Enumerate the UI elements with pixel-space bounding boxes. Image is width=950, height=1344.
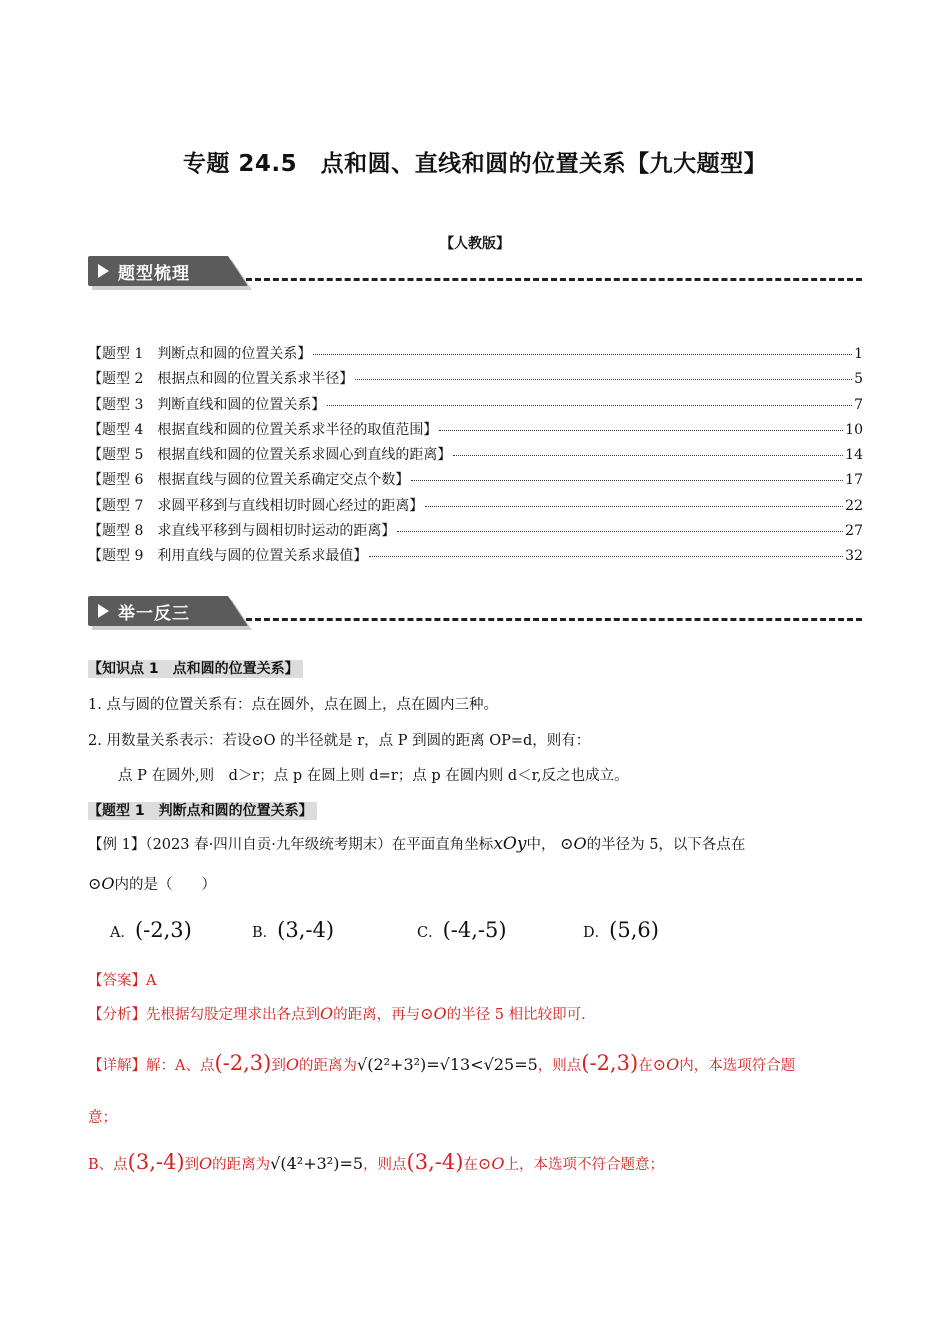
option-c[interactable]: C．(-4,-5) (417, 918, 507, 942)
knowledge-line-1: 1. 点与圆的位置关系有：点在圆外，点在圆上，点在圆内三种。 (88, 697, 498, 713)
knowledge-heading: 【知识点 1 点和圆的位置关系】 (88, 660, 303, 678)
play-arrow-icon (98, 264, 109, 278)
toc-item-2[interactable]: 【题型 2 根据点和圆的位置关系求半径】 5 (88, 371, 863, 388)
answer-text: 【答案】A (88, 973, 157, 989)
banner-label: 题型梳理 (118, 264, 190, 284)
option-d[interactable]: D．(5,6) (583, 918, 659, 942)
banner-examples (88, 596, 863, 630)
page-title: 专题 24.5 点和圆、直线和圆的位置关系【九大题型】 (182, 151, 768, 177)
edition-label: 【人教版】 (440, 236, 510, 252)
dashed-divider (246, 618, 862, 621)
example-1-line-1: 【例 1】（2023 春·四川自贡·九年级统考期末）在平面直角坐标xOy中， ⊙O的半径为 5，以下各点在 (88, 834, 746, 854)
banner-toc (88, 256, 863, 290)
toc-item-1[interactable]: 【题型 1 判断点和圆的位置关系】 1 (88, 346, 863, 362)
option-b[interactable]: B．(3,-4) (252, 918, 335, 942)
toc-item-4[interactable]: 【题型 4 根据直线和圆的位置关系求半径的取值范围】 10 (88, 421, 863, 438)
toc-item-9[interactable]: 【题型 9 利用直线与圆的位置关系求最值】 32 (88, 548, 863, 565)
detail-a-line: 【详解】解：A、点(-2,3)到O的距离为√(2²+3²)=√13<√25=5，则点(-2,3)在⊙O内，本选项符合题 (88, 1051, 796, 1075)
detail-a-wrap: 意； (88, 1110, 117, 1126)
analysis-text: 【分析】先根据勾股定理求出各点到O的距离，再与⊙O的半径 5 相比较即可. (88, 1004, 586, 1023)
option-a[interactable]: A．(-2,3) (110, 918, 192, 942)
table-of-contents (88, 343, 863, 571)
toc-item-3[interactable]: 【题型 3 判断直线和圆的位置关系】 7 (88, 396, 863, 413)
toc-item-8[interactable]: 【题型 8 求直线平移到与圆相切时运动的距离】 27 (88, 523, 863, 540)
toc-item-7[interactable]: 【题型 7 求圆平移到与直线相切时圆心经过的距离】 22 (88, 497, 863, 514)
example-1-line-2: ⊙O内的是（ ） (88, 874, 217, 893)
dashed-divider (246, 278, 862, 281)
type1-heading: 【题型 1 判断点和圆的位置关系】 (88, 802, 317, 820)
toc-item-6[interactable]: 【题型 6 根据直线与圆的位置关系确定交点个数】 17 (88, 472, 863, 489)
banner-label: 举一反三 (118, 604, 190, 624)
knowledge-line-3: 点 P 在圆外,则 d＞r；点 p 在圆上则 d=r；点 p 在圆内则 d＜r,反之也成立。 (118, 768, 629, 784)
play-arrow-icon (98, 604, 109, 618)
detail-b-line: B、点(3,-4)到O的距离为√(4²+3²)=5，则点(3,-4)在⊙O上，本选项不符合题意； (88, 1150, 664, 1174)
toc-item-5[interactable]: 【题型 5 根据直线和圆的位置关系求圆心到直线的距离】 14 (88, 447, 863, 464)
knowledge-line-2: 2. 用数量关系表示：若设⊙O 的半径就是 r，点 P 到圆的距离 OP=d，则有： (88, 733, 591, 749)
